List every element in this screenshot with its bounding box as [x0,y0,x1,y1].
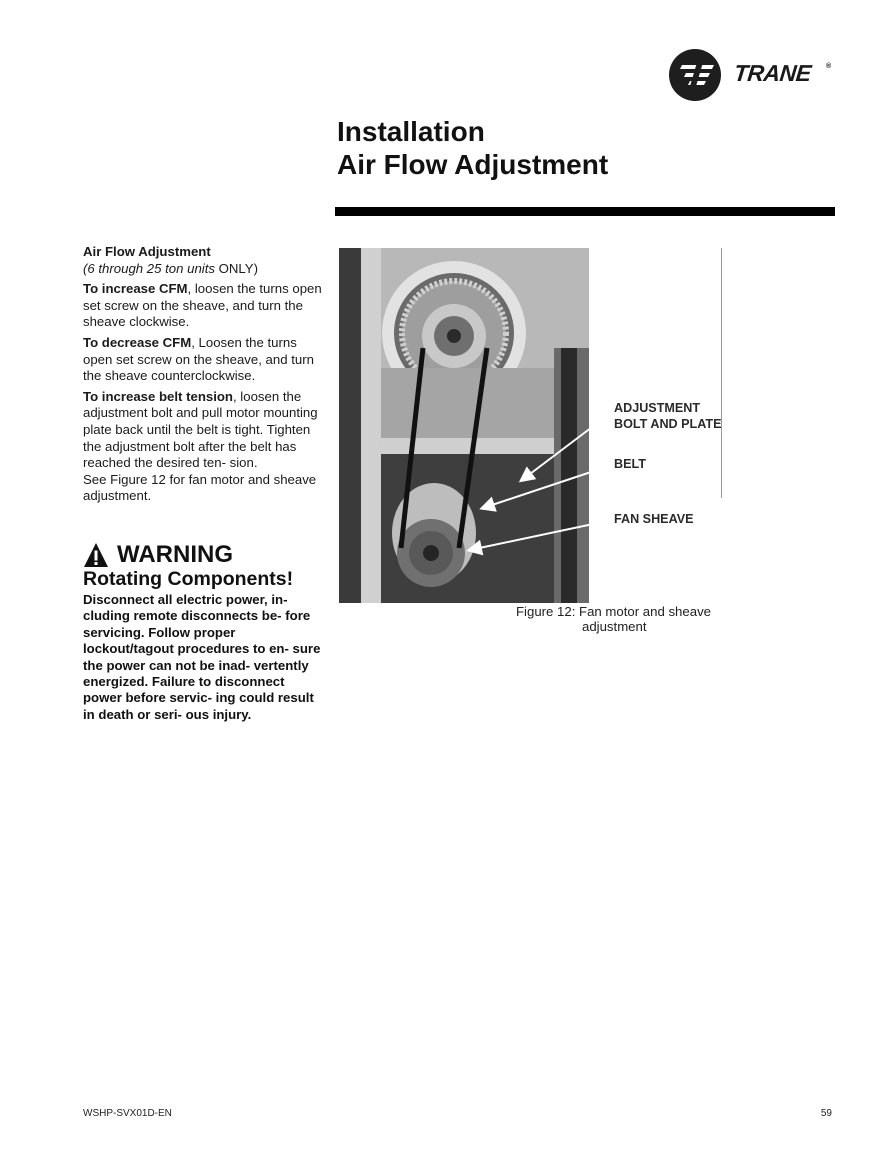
callout-rule [721,248,722,498]
title-rule [335,207,835,216]
label-adjustment-line1: ADJUSTMENT [614,401,701,415]
paragraph-decrease-cfm [83,335,323,385]
page-title [337,115,608,181]
label-belt: BELT [614,457,646,471]
warning-block [83,536,323,723]
footer-page-number: 59 [820,1108,832,1119]
decrease-cfm-label: To decrease CFM [83,334,192,350]
decrease-cfm-text: , Loosen the turns open set screw on the sheave, and turn the sheave counterclockwise. [83,334,314,384]
trane-logo-mark-icon [668,49,724,101]
left-column [83,244,323,509]
title-line-1: Installation [337,116,485,147]
section-header [83,244,323,277]
section-heading: Air Flow Adjustment [83,244,211,259]
footer-doc-number: WSHP-SVX01D-EN [83,1108,172,1119]
paragraph-increase-cfm [83,281,323,331]
increase-cfm-label: To increase CFM [83,281,188,297]
belt-tension-text: , loosen the adjustment bolt and pull motor mounting plate back until the belt is tight. Tighten the adjustment bolt after the belt has reached the desired ten- sion. [83,388,318,471]
label-adjustment-line2: BOLT AND PLATE [614,416,722,431]
fan-motor-photo [339,248,589,603]
label-adjustment-bolt [614,401,722,432]
see-figure-prefix: See [83,471,111,487]
warning-header [83,536,323,568]
label-fan-sheave: FAN SHEAVE [614,512,694,526]
increase-cfm-text: , loosen the turns open set screw on the sheave, and turn the sheave clockwise. [83,281,322,330]
title-line-2: Air Flow Adjustment [337,149,609,180]
caption-line-1: Figure 12: Fan motor and sheave [516,604,711,619]
trane-logo [668,47,832,103]
figure-caption [516,605,726,634]
subheading-italic: (6 through 25 ton units [83,260,219,276]
section-subheading [83,261,323,278]
caption-line-2: adjustment [582,618,647,634]
warning-title: WARNING [117,541,233,568]
figure-reference-link[interactable]: Figure 12 [110,471,166,487]
belt-tension-label: To increase belt tension [83,388,233,404]
warning-triangle-icon [83,542,109,568]
registered-mark: ® [826,63,832,70]
paragraph-belt-tension [83,389,323,505]
brand-name: TRANE [732,60,813,86]
subheading-only: ONLY) [218,260,258,276]
warning-body: Disconnect all electric power, in- cluding remote disconnects be- fore servicing. Follow proper lockout/tagout procedures to en- sure the power can not be inad- vertently energized. Failure to disconnect power before servic- ing could result in death or seri- ous injury. [83,592,321,722]
warning-subtitle: Rotating Components! [83,568,294,590]
see-figure-suffix: for fan motor and sheave adjustment. [83,471,317,504]
